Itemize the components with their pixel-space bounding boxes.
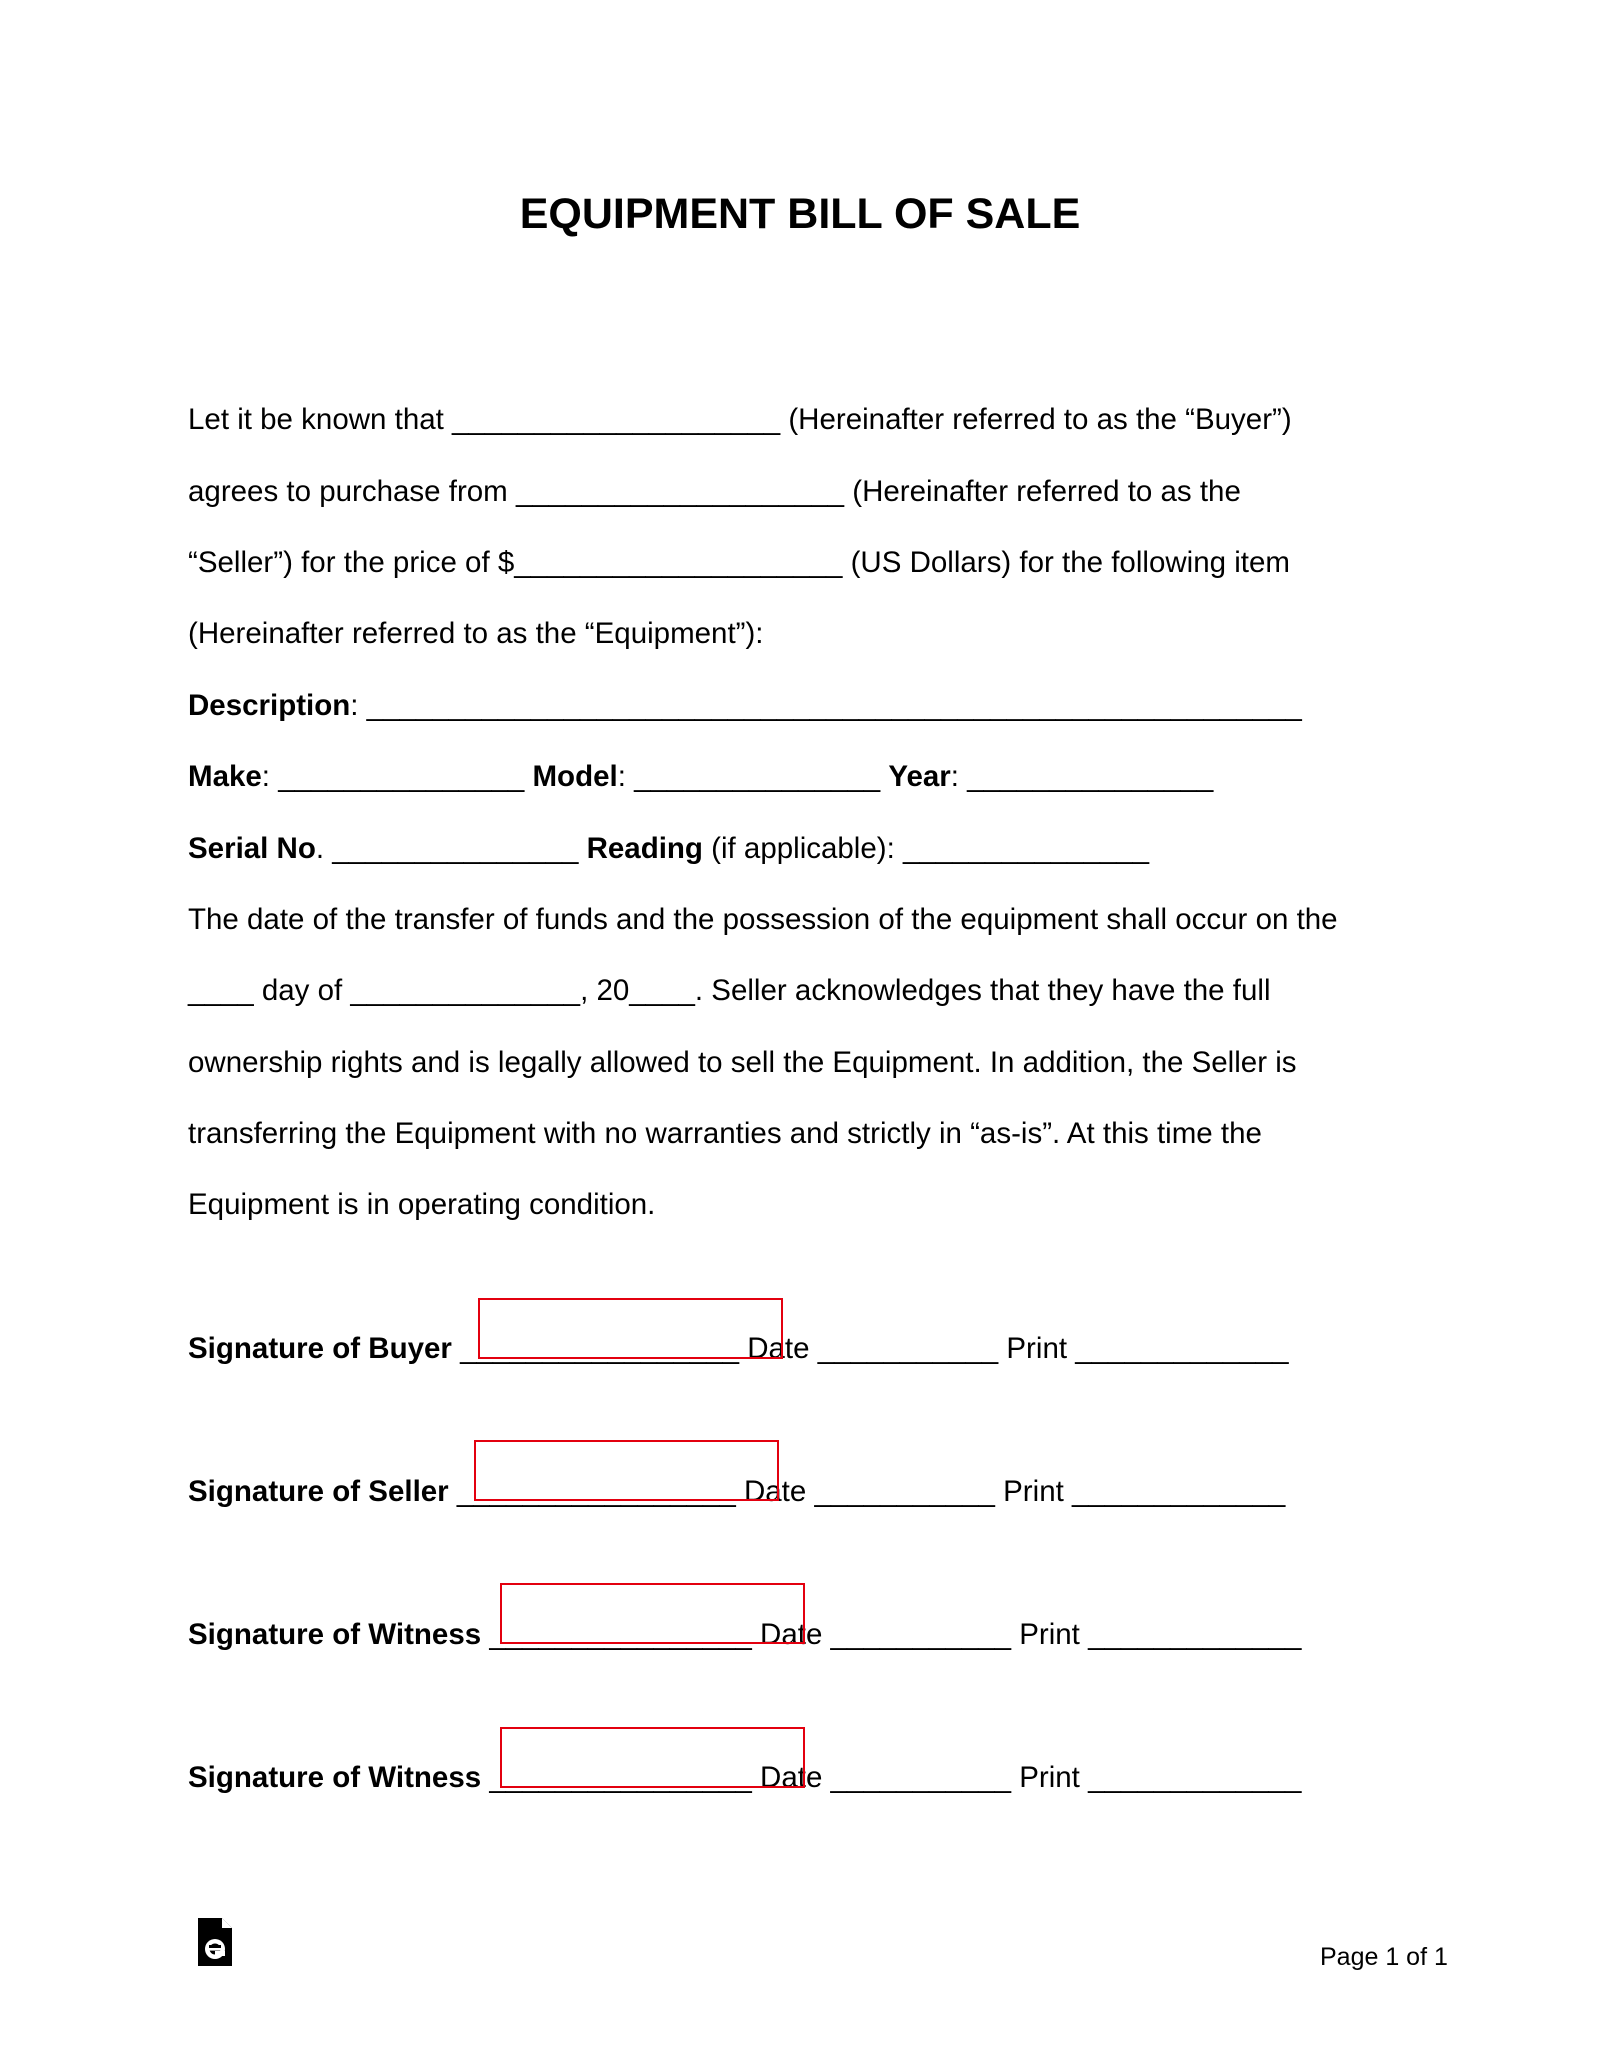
paragraph-line-3: “Seller”) for the price of $____________________ (US Dollars) for the following item (188, 546, 1290, 579)
signature-blanks: ________________ Date ___________ Print _____________ (481, 1618, 1302, 1651)
transfer-line-1: The date of the transfer of funds and the possession of the equipment shall occur on the (188, 903, 1338, 936)
signature-blanks: ________________ Date ___________ Print _____________ (481, 1761, 1302, 1794)
signature-blanks: _________________ Date ___________ Print _____________ (448, 1475, 1286, 1508)
document-title: EQUIPMENT BILL OF SALE (519, 190, 1081, 238)
transfer-line-3: ownership rights and is legally allowed to sell the Equipment. In addition, the Seller is (188, 1046, 1297, 1079)
signature-label: Signature of Seller (188, 1475, 449, 1508)
year-label: Year (888, 760, 951, 793)
year-blank: : _______________ (950, 760, 1214, 793)
model-blank: : _______________ (617, 760, 889, 793)
serial-reading-row (188, 831, 1149, 867)
signature-blanks: _________________ Date ___________ Print _____________ (451, 1332, 1289, 1365)
paragraph-line-2: agrees to purchase from ____________________ (Hereinafter referred to as the (188, 475, 1241, 508)
make-blank: : _______________ (261, 760, 533, 793)
eforms-document-icon (198, 1918, 232, 1966)
signature-label: Signature of Buyer (188, 1332, 452, 1365)
transfer-line-5: Equipment is in operating condition. (188, 1188, 656, 1221)
reading-label: Reading (586, 832, 703, 865)
buyer-signature-field[interactable] (478, 1298, 783, 1359)
description-label: Description (188, 689, 351, 722)
model-label: Model (532, 760, 618, 793)
witness-1-signature-field[interactable] (500, 1583, 805, 1644)
description-blank: : _________________________________________________________ (350, 689, 1302, 722)
signature-label: Signature of Witness (188, 1618, 482, 1651)
paragraph-line-4: (Hereinafter referred to as the “Equipment”): (188, 617, 764, 650)
seller-signature-field[interactable] (474, 1440, 779, 1501)
signature-label: Signature of Witness (188, 1761, 482, 1794)
serial-label: Serial No (188, 832, 316, 865)
make-label: Make (188, 760, 262, 793)
make-model-year-row (188, 759, 1213, 795)
serial-blank: . _______________ (315, 832, 587, 865)
description-row (188, 688, 1302, 724)
reading-blank: (if applicable): _______________ (702, 832, 1150, 865)
page-number: Page 1 of 1 (1320, 1943, 1448, 1971)
witness-2-signature-field[interactable] (500, 1727, 805, 1788)
transfer-line-4: transferring the Equipment with no warranties and strictly in “as-is”. At this time the (188, 1117, 1262, 1150)
transfer-line-2: ____ day of ______________, 20____. Seller acknowledges that they have the full (188, 974, 1271, 1007)
paragraph-line-1: Let it be known that ____________________ (Hereinafter referred to as the “Buyer”) (188, 403, 1292, 436)
